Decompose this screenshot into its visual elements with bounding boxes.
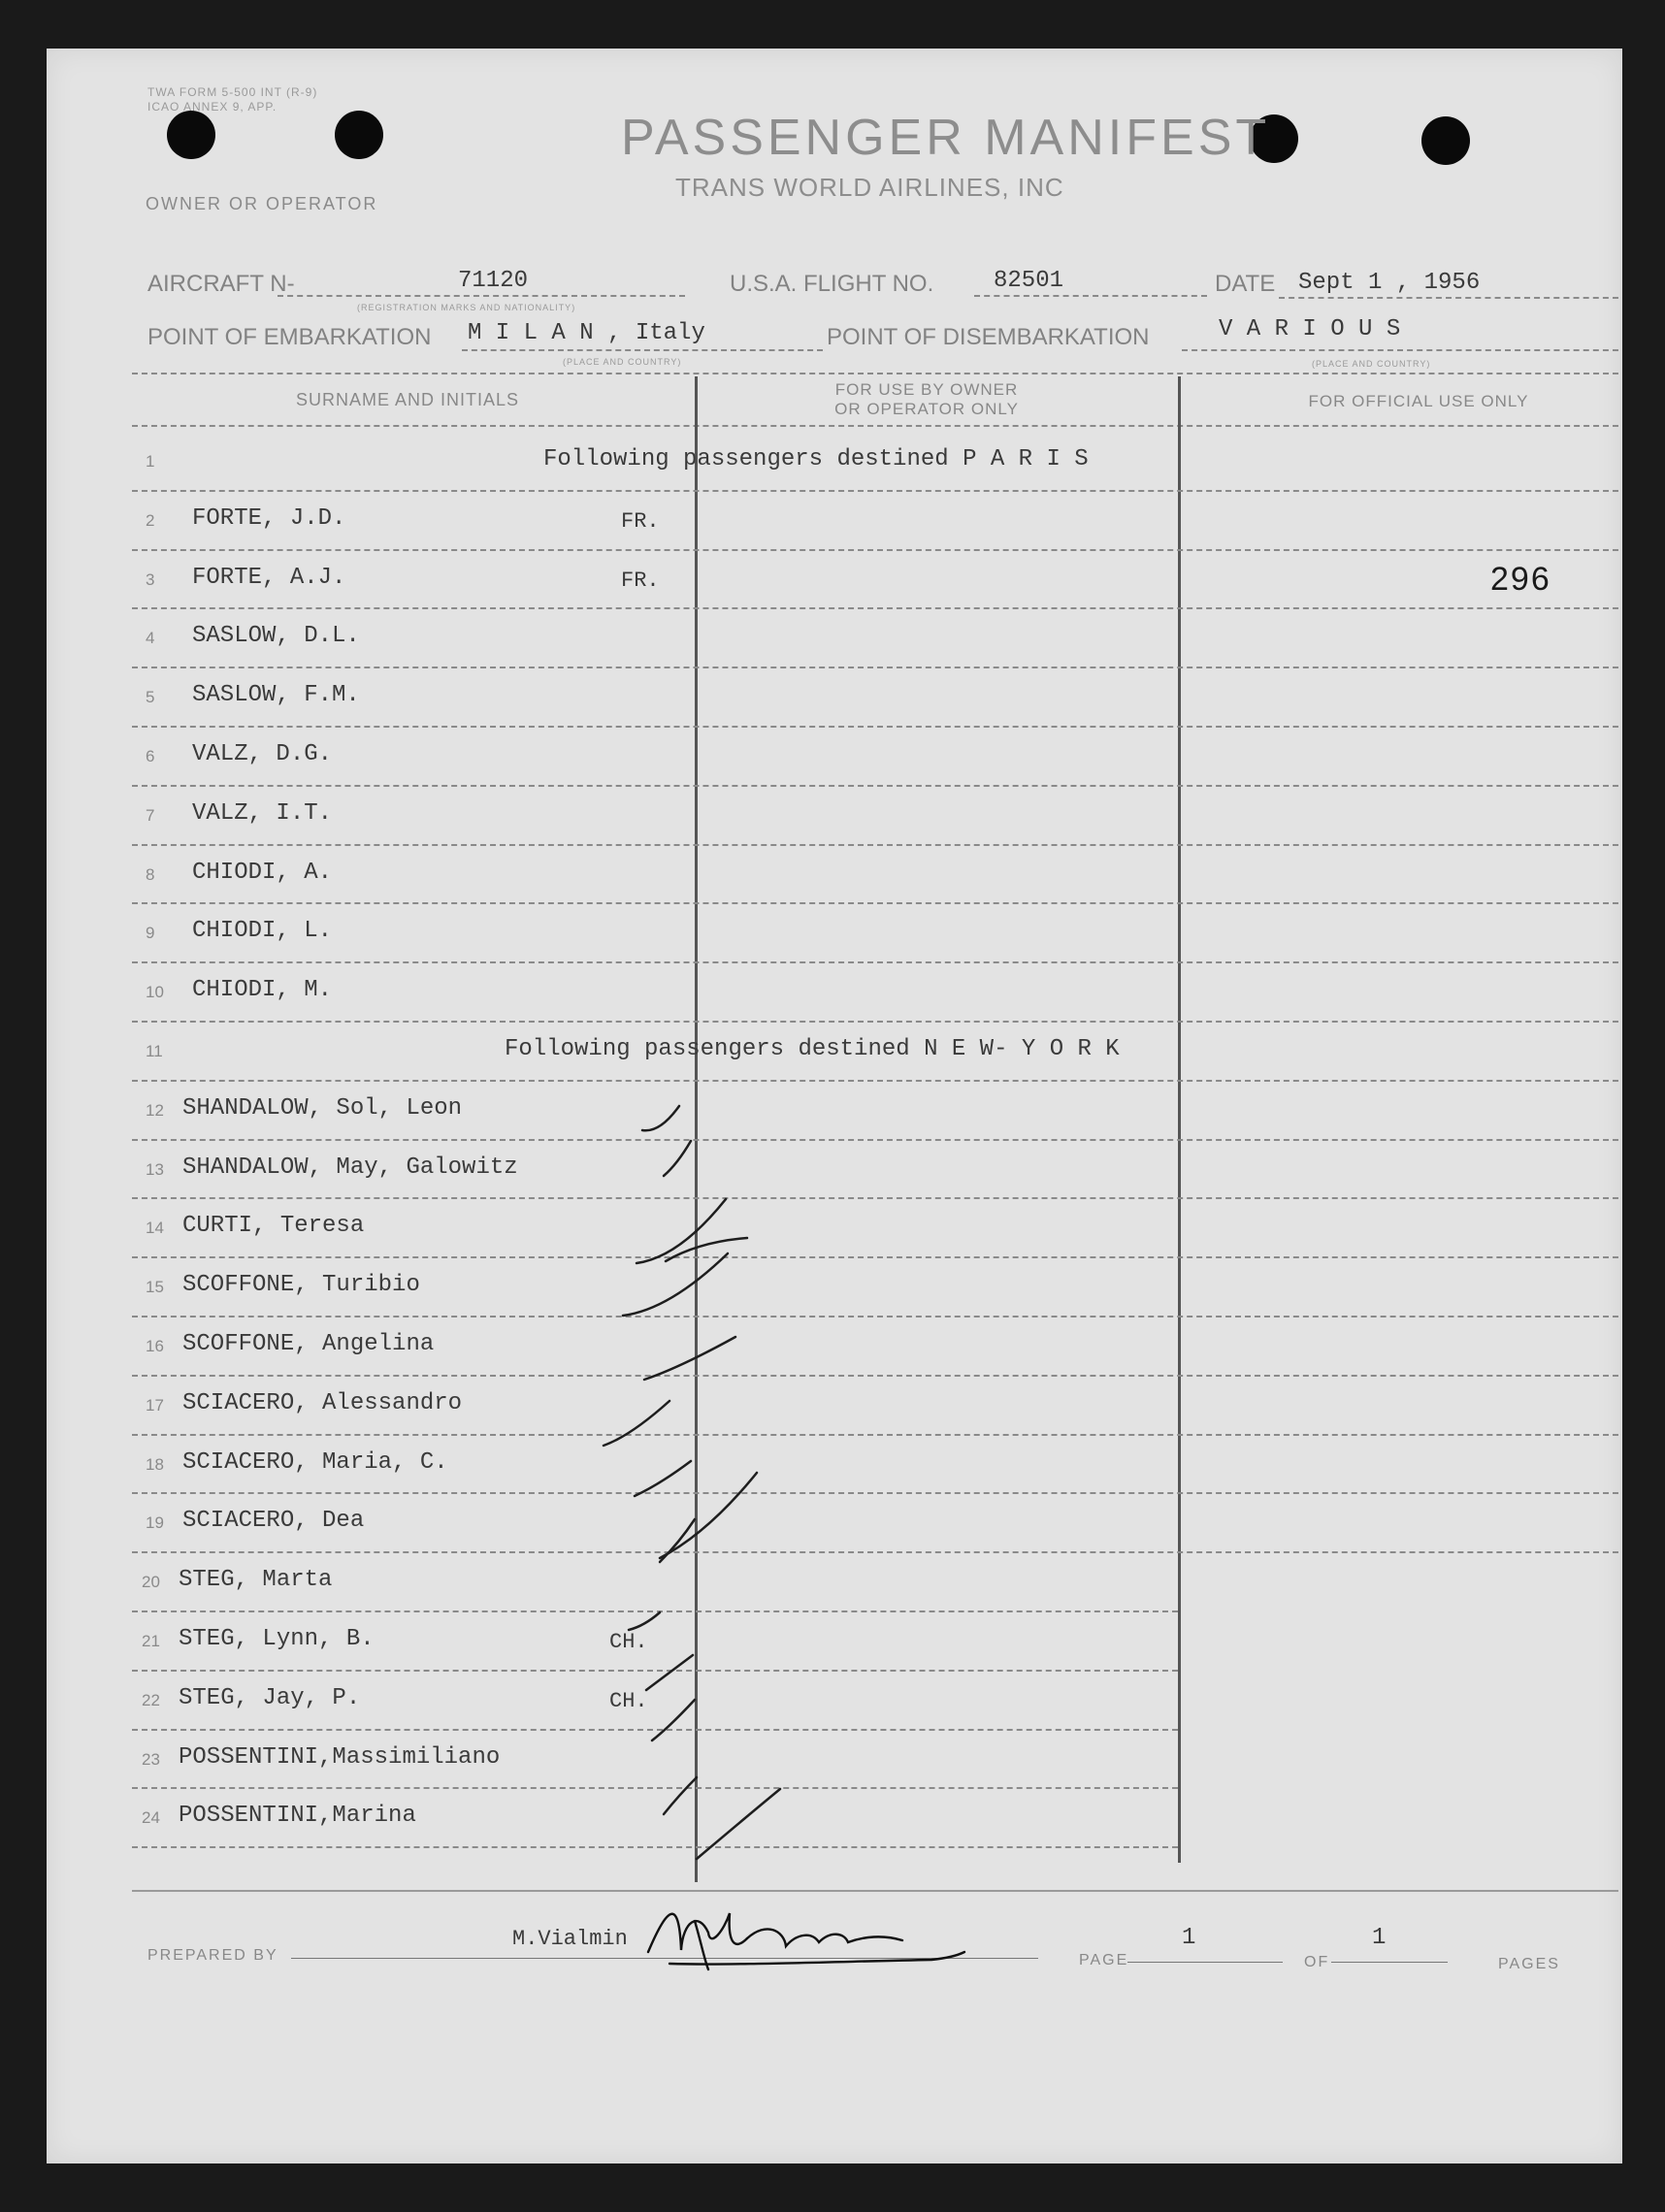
disembarkation-value: V A R I O U S bbox=[1219, 316, 1401, 342]
row-rule bbox=[132, 667, 1618, 668]
passenger-name: CHIODI, M. bbox=[192, 977, 333, 1004]
punch-hole bbox=[1421, 116, 1470, 165]
disembarkation-underline bbox=[1182, 349, 1618, 351]
row-number: 7 bbox=[146, 805, 155, 825]
row-number: 14 bbox=[146, 1219, 164, 1238]
pages-label: PAGES bbox=[1498, 1956, 1560, 1972]
passenger-name: POSSENTINI,Massimiliano bbox=[179, 1743, 501, 1771]
row-rule bbox=[132, 607, 1618, 609]
passenger-name: SASLOW, D.L. bbox=[192, 623, 360, 650]
form-number: TWA FORM 5-500 INT (R-9) bbox=[147, 85, 318, 99]
row-rule bbox=[132, 1197, 1618, 1199]
row-rule bbox=[132, 1021, 1618, 1023]
row-rule bbox=[132, 1729, 1178, 1731]
passenger-name: STEG, Marta bbox=[179, 1567, 333, 1594]
row-number: 3 bbox=[146, 569, 155, 589]
passenger-name: VALZ, D.G. bbox=[192, 741, 333, 767]
column-divider-2 bbox=[1178, 376, 1181, 1863]
row-number: 2 bbox=[146, 510, 155, 530]
embarkation-label: POINT OF EMBARKATION bbox=[147, 324, 432, 350]
passenger-name: POSSENTINI,Marina bbox=[179, 1803, 416, 1830]
column-divider-1 bbox=[695, 376, 698, 1882]
embarkation-caption: (PLACE AND COUNTRY) bbox=[563, 357, 682, 367]
passenger-name: FORTE, J.D. bbox=[192, 504, 346, 532]
header-separator bbox=[132, 373, 1618, 374]
row-number: 19 bbox=[146, 1513, 164, 1533]
page-label: PAGE bbox=[1079, 1952, 1129, 1968]
row-rule bbox=[132, 1551, 1618, 1553]
total-pages: 1 bbox=[1372, 1925, 1387, 1951]
row-number: 9 bbox=[146, 924, 155, 943]
passenger-name: SCIACERO, Alessandro bbox=[182, 1389, 463, 1416]
owner-use-column-header: FOR USE BY OWNER OR OPERATOR ONLY bbox=[834, 380, 1019, 418]
flight-value: 82501 bbox=[994, 268, 1064, 294]
embarkation-value: M I L A N , Italy bbox=[468, 320, 705, 346]
of-line bbox=[1331, 1962, 1448, 1963]
row-rule bbox=[132, 1316, 1618, 1317]
column-header-underline bbox=[132, 425, 1618, 427]
airline-name: TRANS WORLD AIRLINES, INC bbox=[675, 173, 1064, 202]
row-number: 22 bbox=[142, 1690, 160, 1709]
row-rule bbox=[132, 1434, 1618, 1436]
aircraft-underline bbox=[278, 295, 685, 297]
row-number: 21 bbox=[142, 1632, 160, 1650]
row-number: 18 bbox=[146, 1454, 164, 1474]
of-label: OF bbox=[1304, 1954, 1330, 1970]
row-number: 12 bbox=[146, 1100, 164, 1120]
aircraft-label: AIRCRAFT N- bbox=[147, 271, 295, 297]
page-title: PASSENGER MANIFEST bbox=[621, 110, 1271, 166]
disembarkation-label: POINT OF DISEMBARKATION bbox=[827, 324, 1150, 350]
date-underline bbox=[1279, 297, 1618, 299]
row-number: 24 bbox=[142, 1808, 160, 1828]
embarkation-underline bbox=[462, 349, 823, 351]
passenger-name: STEG, Lynn, B. bbox=[179, 1626, 375, 1652]
punch-hole bbox=[167, 111, 215, 159]
passenger-name: FORTE, A.J. bbox=[192, 564, 346, 591]
row-number: 8 bbox=[146, 864, 155, 884]
registration-caption: (REGISTRATION MARKS AND NATIONALITY) bbox=[357, 303, 576, 312]
passenger-status: CH. bbox=[609, 1630, 648, 1654]
passenger-status: FR. bbox=[621, 508, 660, 534]
passenger-name: SCOFFONE, Angelina bbox=[182, 1331, 435, 1357]
passenger-name: SHANDALOW, Sol, Leon bbox=[182, 1094, 463, 1122]
row-rule bbox=[132, 549, 1618, 551]
passenger-name: SCIACERO, Dea bbox=[182, 1508, 365, 1535]
row-number: 6 bbox=[146, 747, 155, 765]
owner-operator-label: OWNER OR OPERATOR bbox=[146, 194, 378, 213]
passenger-name: SCIACERO, Maria, C. bbox=[182, 1448, 448, 1476]
page-number: 1 bbox=[1182, 1925, 1196, 1951]
passenger-name: SHANDALOW, May, Galowitz bbox=[182, 1154, 518, 1181]
row-rule bbox=[132, 1846, 1178, 1848]
official-use-number: 296 bbox=[1490, 561, 1551, 598]
row-rule bbox=[132, 902, 1618, 904]
row-rule bbox=[132, 1139, 1618, 1141]
row-number: 1 bbox=[146, 452, 155, 471]
row-number: 5 bbox=[146, 688, 155, 707]
row-rule bbox=[132, 1610, 1178, 1612]
aircraft-value: 71120 bbox=[458, 268, 529, 294]
passenger-name: SCOFFONE, Turibio bbox=[182, 1272, 420, 1299]
row-rule bbox=[132, 1375, 1618, 1377]
row-rule bbox=[132, 844, 1618, 846]
row-number: 11 bbox=[146, 1042, 163, 1060]
row-number: 23 bbox=[142, 1749, 160, 1769]
destination-heading: Following passengers destined P A R I S bbox=[543, 446, 1089, 472]
punch-hole bbox=[335, 111, 383, 159]
passenger-name: CURTI, Teresa bbox=[182, 1213, 365, 1240]
row-number: 15 bbox=[146, 1278, 164, 1297]
row-rule bbox=[132, 1492, 1618, 1494]
row-rule bbox=[132, 490, 1618, 492]
passenger-name: CHIODI, L. bbox=[192, 918, 333, 945]
row-number: 4 bbox=[146, 629, 155, 648]
row-rule bbox=[132, 726, 1618, 728]
form-annex: ICAO ANNEX 9, APP. bbox=[147, 100, 278, 114]
passenger-name: CHIODI, A. bbox=[192, 859, 333, 886]
destination-heading: Following passengers destined N E W- Y O R K bbox=[505, 1036, 1120, 1062]
passenger-status: FR. bbox=[621, 568, 660, 593]
row-number: 13 bbox=[146, 1159, 164, 1179]
row-number: 16 bbox=[146, 1337, 164, 1355]
passenger-name: STEG, Jay, P. bbox=[179, 1684, 361, 1711]
passenger-status: CH. bbox=[609, 1688, 648, 1713]
prepared-by-label: PREPARED BY bbox=[147, 1947, 278, 1964]
surname-column-header: SURNAME AND INITIALS bbox=[295, 390, 520, 409]
date-label: DATE bbox=[1215, 271, 1276, 297]
prepared-by-name: M.Vialmin bbox=[512, 1927, 628, 1951]
row-rule bbox=[132, 785, 1618, 787]
page-line bbox=[1127, 1962, 1283, 1963]
row-number: 20 bbox=[142, 1573, 160, 1592]
row-number: 17 bbox=[146, 1395, 164, 1415]
flight-label: U.S.A. FLIGHT NO. bbox=[730, 271, 934, 297]
row-rule bbox=[132, 961, 1618, 963]
row-rule bbox=[132, 1080, 1618, 1082]
passenger-name: VALZ, I.T. bbox=[192, 799, 333, 827]
row-rule bbox=[132, 1256, 1618, 1258]
official-use-column-header: FOR OFFICIAL USE ONLY bbox=[1308, 392, 1529, 410]
row-rule bbox=[132, 1787, 1178, 1789]
date-value: Sept 1 , 1956 bbox=[1298, 270, 1481, 296]
passenger-name: SASLOW, F.M. bbox=[192, 682, 360, 709]
signature bbox=[640, 1892, 970, 1979]
disembarkation-caption: (PLACE AND COUNTRY) bbox=[1312, 359, 1431, 369]
row-rule bbox=[132, 1670, 1178, 1672]
flight-underline bbox=[974, 295, 1207, 297]
row-number: 10 bbox=[146, 983, 164, 1002]
